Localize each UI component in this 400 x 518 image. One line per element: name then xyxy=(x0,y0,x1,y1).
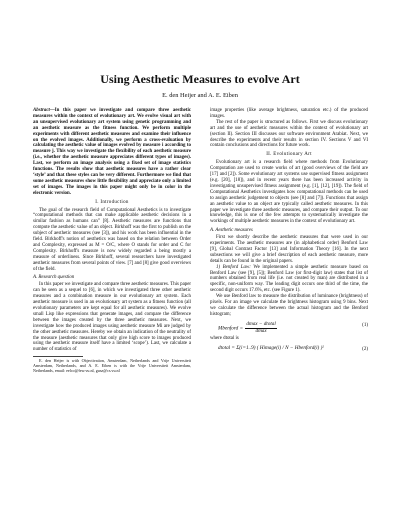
equation-1 xyxy=(210,320,368,334)
eq1-denominator: dmax xyxy=(255,327,267,334)
benford-paragraph-2: We use Benford law to measure the distribution of luminance (brightness) of pixels. For an image we calculate the brightness histogram using 9 bins. Next we calculate the difference between the actual histogram and the Benford histogram; xyxy=(210,294,368,317)
right-column xyxy=(210,108,368,360)
research-question-paragraph: In this paper we investigate and compare three aesthetic measures. This paper can be seen as a sequel to [6], in which we investigated three other aesthetic measures and a combination measure in our evolutionary art system. Each aesthetic measure is used in an evolutionary art system as a fitness function (all evolutionary parameters are kept equal for all aesthetic measures). We evolve small Lisp like expressions that generate images, and compare the difference between the images created by the three aesthetic measures. Next, we investigate how the produced images using aesthetic measure Mi are judged by the other aesthetic measures. Hereby we obtain an indication of the neutrality of the measure (aesthetic measures that only give high score to images produced using the aesthetic measure itself have a limited ‘scope’). Last, we calculate a number of statistics of xyxy=(33,282,192,353)
benford-heading: 1) Benford Law: xyxy=(216,264,251,270)
footnote-rule xyxy=(33,356,83,357)
eq1-label: (1) xyxy=(362,322,368,328)
eq2-lhs: dtotal = xyxy=(218,344,237,351)
where-text: where dtotal is xyxy=(210,335,239,341)
intro-paragraph: The goal of the research field of Computational Aesthetics is to investigate “computational methods that can make applicable aesthetic decisions in a similar fashion as humans can” [8]. Aesthetic measures are functions that compute the aesthetic value of an object. Birkhoff was the first to publish on the subject of aesthetic measures (see [3]), and his work has been influential in the field. Birkhoff's notion of aesthetics was based on the relation between Order and Complexity, expressed as M = O/C, where O stands for order and C for Complexity. Birkhoff's measure is now widely regarded a being mostly a measure of orderliness. Since Birkhoff, several researchers have investigated aesthetic measures from several points of view. [7] and [8] give good overviews of the field. xyxy=(33,207,191,272)
abstract-label: Abstract xyxy=(33,108,50,113)
subsection-heading-research-question: A. Research question xyxy=(33,275,75,281)
equation-2 xyxy=(210,344,368,358)
abstract xyxy=(33,108,191,197)
structure-paragraph: The rest of the paper is structured as follows. First we discuss evolutionary art and the use of aesthetic measures within the context of evolutionary art (section II). Section III discusses our software environment Arabiat. Next, we describe the experiments and their results in section IV. Sections V and VI contain conclusions and directions for future work. xyxy=(210,119,368,149)
eq1-numerator: dmax − dtotal xyxy=(246,320,276,327)
continued-paragraph: image properties (like average brightness, saturation etc.) of the produced images. xyxy=(210,108,368,119)
eq2-body: ( Himage(i) / N − Hbenford(i) )² xyxy=(256,344,324,351)
paper-authors: E. den Heijer and A. E. Eiben xyxy=(162,92,238,99)
benford-paragraph: 1) Benford Law: We implemented a simple aesthetic measure based on Benford Law (see [9], [5]); Benford Law (or first-digit law) states that list of numbers obtained from real life (i.e. not created by man) are distributed in a specific, non-uniform way. The leading digit occurs one third of the time, the second digit occurs 17.6%, etc. (see Figure 1). xyxy=(210,264,369,294)
footnote: E. den Heijer is with Objectivation, Amsterdam, Netherlands and Vrije Universiteit Amsterdam, Netherlands, and A. E. Eiben is with the Vrije Universiteit Amsterdam, Netherlands, email: eelco@few.vu.nl, gusz@cs.vu.nl xyxy=(33,358,191,374)
eq1-lhs: Mbenford = xyxy=(218,325,244,332)
left-column xyxy=(33,108,191,374)
section-heading-introduction: I. Introduction xyxy=(95,199,129,205)
paper-title: Using Aesthetic Measures to evolve Art xyxy=(100,72,300,86)
evolutionary-art-paragraph: Evolutionary art is a research field where methods from Evolutionary Computation are used to create works of art (good overviews of the field are [17] and [2]). Some evolutionary art systems use supervised fitness assignment (e.g. [20], [18]), and in recent years there has been increased activity in investigating unsupervised fitness assignment (e.g. [1], [12], [19]). The field of Computational Aesthetics investigates how computational methods can be used to assign aesthetic judgement to objects (see [8] and [7]). Functions that assign an aesthetic value to an object are typically called aesthetic measures. In this paper we investigate three aesthetic measures, and compare their output. To our knowledge, this is one of the few attempts to systematically investigate the workings of multiple aesthetic measures in the context of evolutionary art. xyxy=(210,160,368,225)
eq2-label: (2) xyxy=(362,346,368,352)
section-heading-evolutionary-art: II. Evolutionary Art xyxy=(266,152,312,158)
eq2-sum: Σ(i=1..9) xyxy=(236,344,256,351)
subsection-heading-aesthetic-measures: A. Aesthetic measures xyxy=(210,228,253,234)
abstract-text: —In this paper we investigate and compare three aesthetic measures within the context of evolutionary art. We evolve visual art with an unsupervised evolutionary art system using genetic programming and an aesthetic measure as the fitness function. We perform multiple experiments with different aesthetic measures and examine their influence on the evolved images. Additionally, we perform a cross-evaluation by calculating the aesthetic value of images evolved by measure i according to measure j. This way we investigate the flexibility of each aesthetic measure (i.e., whether the aesthetic measure appreciates different types of images). Last, we perform an image analysis using a fixed set of image statistics functions. The results show that aesthetic measures have a rather clear ‘style’ and that these styles can be very different. Furthermore we find that some aesthetic measures show little flexibility and appreciate only a limited set of images. The images in this paper might only be in color in the electronic version. xyxy=(33,108,191,196)
aesthetic-measures-paragraph: First we shortly describe the aesthetic measures that were used in our experiments. The aesthetic measures are (in alphabetical order) Benford Law [9], Global Contrast Factor [13] and Information Theory [16]. In the next subsections we will give a brief description of each aesthetic measure, more details can be found in the original papers. xyxy=(210,235,368,264)
